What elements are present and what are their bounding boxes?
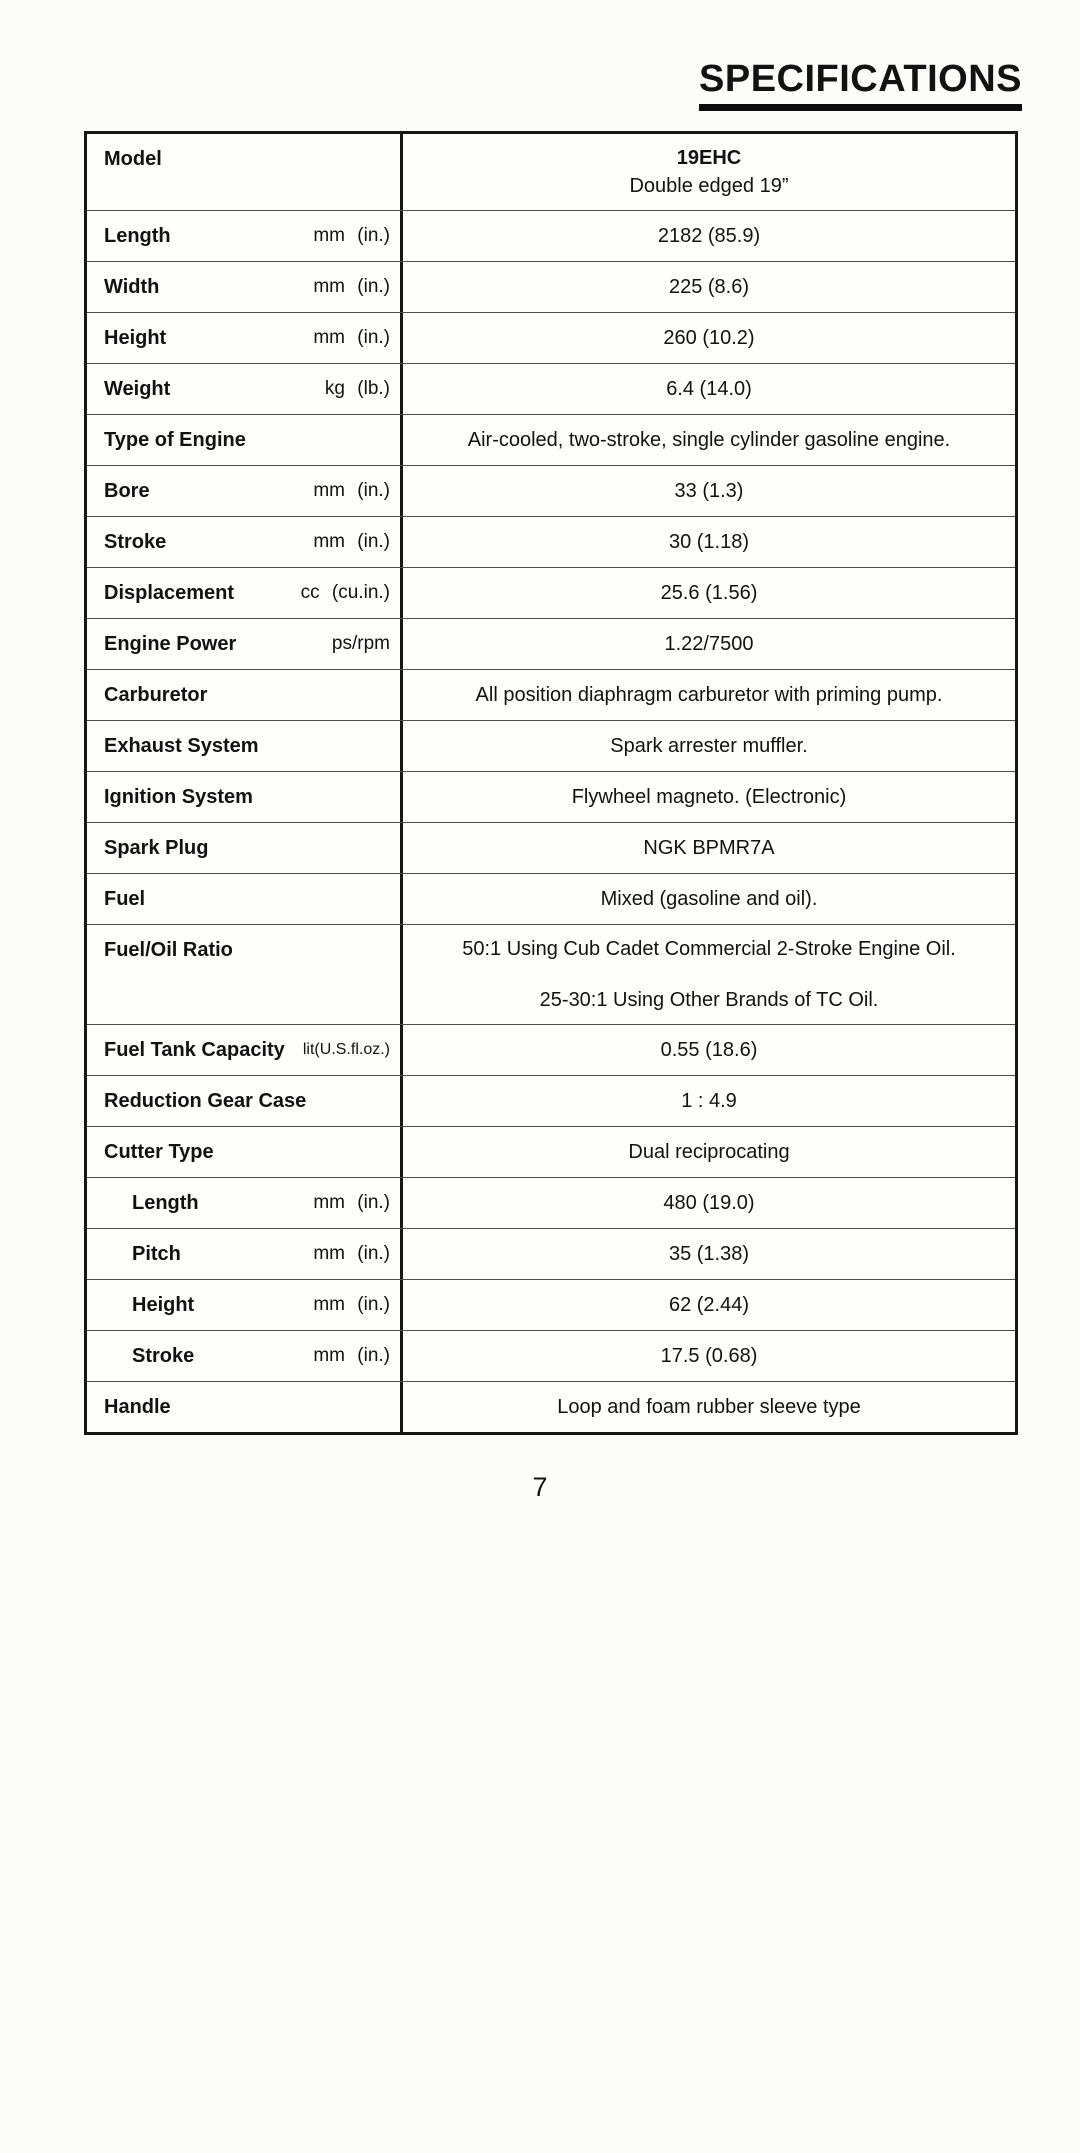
spec-label: Bore: [104, 480, 150, 502]
table-row: [87, 1177, 1015, 1228]
spec-value: 62 (2.44): [668, 1294, 750, 1316]
spec-units: mm (in.): [313, 531, 390, 552]
spec-value: 17.5 (0.68): [660, 1345, 758, 1367]
spec-value-cell: [403, 874, 1015, 924]
table-row: [87, 312, 1015, 363]
spec-value: 50:1 Using Cub Cadet Commercial 2-Stroke Engine Oil. 25-30:1 Using Other Brands of TC Oil.: [462, 938, 956, 1011]
spec-value: Mixed (gasoline and oil).: [600, 888, 818, 910]
spec-value: 33 (1.3): [674, 480, 744, 502]
spec-value: Flywheel magneto. (Electronic): [571, 786, 847, 808]
table-row: [87, 414, 1015, 465]
spec-label: Model: [104, 148, 162, 170]
spec-value-cell: [403, 134, 1015, 210]
spec-label-cell: [87, 313, 403, 363]
spec-label: Weight: [104, 378, 171, 400]
spec-value: Spark arrester muffler.: [610, 735, 808, 757]
spec-value-cell: [403, 670, 1015, 720]
spec-value-cell: [403, 466, 1015, 516]
spec-label-cell: [87, 517, 403, 567]
spec-label: Type of Engine: [104, 429, 246, 451]
spec-value-cell: [403, 313, 1015, 363]
spec-label: Height: [104, 327, 167, 349]
spec-value-cell: [403, 1382, 1015, 1432]
spec-value: 480 (19.0): [663, 1192, 755, 1214]
table-row: [87, 618, 1015, 669]
spec-value-cell: [403, 823, 1015, 873]
spec-value: Loop and foam rubber sleeve type: [557, 1396, 861, 1418]
spec-label: Ignition System: [104, 786, 253, 808]
table-row: [87, 1381, 1015, 1432]
spec-label-cell: [87, 721, 403, 771]
table-row: [87, 134, 1015, 210]
spec-value-cell: [403, 1280, 1015, 1330]
spec-units: mm (in.): [313, 480, 390, 501]
spec-label: Pitch: [132, 1243, 181, 1265]
spec-label: Fuel Tank Capacity: [104, 1039, 285, 1061]
table-row: [87, 210, 1015, 261]
spec-label-cell: [87, 364, 403, 414]
spec-label: Reduction Gear Case: [104, 1090, 307, 1112]
table-row: [87, 924, 1015, 1024]
spec-value-cell: [403, 721, 1015, 771]
spec-value-cell: [403, 1178, 1015, 1228]
table-row: [87, 516, 1015, 567]
table-row: [87, 363, 1015, 414]
spec-value: 6.4 (14.0): [666, 378, 752, 400]
table-row: [87, 261, 1015, 312]
spec-value-cell: [403, 619, 1015, 669]
spec-label: Cutter Type: [104, 1141, 214, 1163]
spec-units: kg (lb.): [324, 378, 390, 399]
specifications-table: [84, 131, 1018, 1435]
spec-label: Width: [104, 276, 160, 298]
table-row: [87, 720, 1015, 771]
table-row: [87, 1330, 1015, 1381]
spec-value: Air-cooled, two-stroke, single cylinder gasoline engine.: [467, 429, 951, 451]
spec-label: Carburetor: [104, 684, 208, 706]
spec-value-cell: [403, 415, 1015, 465]
table-row: [87, 1024, 1015, 1075]
spec-label-cell: [87, 925, 403, 1024]
spec-value-cell: [403, 1127, 1015, 1177]
spec-label: Fuel/Oil Ratio: [104, 939, 233, 961]
spec-label-cell: [87, 134, 403, 210]
spec-label-cell: [87, 1076, 403, 1126]
spec-value-cell: [403, 1025, 1015, 1075]
spec-units: mm (in.): [313, 327, 390, 348]
spec-label-cell: [87, 772, 403, 822]
spec-units: mm (in.): [313, 225, 390, 246]
spec-value: 225 (8.6): [668, 276, 750, 298]
table-row: [87, 822, 1015, 873]
spec-label: Fuel: [104, 888, 146, 910]
spec-label-cell: [87, 415, 403, 465]
spec-label: Height: [132, 1294, 195, 1316]
spec-value: 19EHC Double edged 19”: [629, 147, 789, 197]
spec-label-cell: [87, 670, 403, 720]
spec-value: 30 (1.18): [668, 531, 750, 553]
spec-value-cell: [403, 1076, 1015, 1126]
table-row: [87, 1228, 1015, 1279]
spec-label-cell: [87, 823, 403, 873]
spec-label: Stroke: [132, 1345, 195, 1367]
page-number: 7: [532, 1472, 548, 1502]
page-title: SPECIFICATIONS: [699, 58, 1022, 111]
spec-label-cell: [87, 1280, 403, 1330]
spec-label-cell: [87, 1127, 403, 1177]
spec-value-cell: [403, 1331, 1015, 1381]
spec-units: mm (in.): [313, 1294, 390, 1315]
spec-label-cell: [87, 1382, 403, 1432]
spec-units: lit(U.S.fl.oz.): [302, 1041, 390, 1058]
spec-value: 0.55 (18.6): [660, 1039, 758, 1061]
spec-value: NGK BPMR7A: [643, 837, 775, 859]
spec-units: mm (in.): [313, 1243, 390, 1264]
spec-units: ps/rpm: [331, 633, 390, 654]
spec-label: Handle: [104, 1396, 171, 1418]
table-row: [87, 1279, 1015, 1330]
spec-label-cell: [87, 466, 403, 516]
spec-value: 260 (10.2): [663, 327, 755, 349]
spec-value: 1.22/7500: [664, 633, 754, 655]
spec-label-cell: [87, 619, 403, 669]
spec-units: mm (in.): [313, 1345, 390, 1366]
spec-value-cell: [403, 517, 1015, 567]
spec-value-cell: [403, 925, 1015, 1024]
spec-value-cell: [403, 568, 1015, 618]
spec-label-cell: [87, 568, 403, 618]
spec-label: Stroke: [104, 531, 167, 553]
spec-units: cc (cu.in.): [300, 582, 390, 603]
spec-value: 1 : 4.9: [681, 1090, 737, 1112]
spec-label: Engine Power: [104, 633, 237, 655]
spec-units: mm (in.): [313, 276, 390, 297]
spec-label-cell: [87, 1025, 403, 1075]
spec-value-cell: [403, 211, 1015, 261]
spec-value: All position diaphragm carburetor with priming pump.: [475, 684, 943, 706]
table-row: [87, 771, 1015, 822]
table-row: [87, 567, 1015, 618]
spec-value: 35 (1.38): [668, 1243, 750, 1265]
spec-value-cell: [403, 364, 1015, 414]
table-row: [87, 465, 1015, 516]
spec-label: Displacement: [104, 582, 235, 604]
spec-units: mm (in.): [313, 1192, 390, 1213]
spec-table-body: [87, 134, 1015, 1432]
spec-label: Spark Plug: [104, 837, 209, 859]
spec-value: 25.6 (1.56): [660, 582, 758, 604]
spec-label-cell: [87, 262, 403, 312]
table-row: [87, 669, 1015, 720]
spec-label: Length: [132, 1192, 199, 1214]
spec-label-cell: [87, 874, 403, 924]
spec-label-cell: [87, 1178, 403, 1228]
spec-value-cell: [403, 772, 1015, 822]
table-row: [87, 1126, 1015, 1177]
spec-value-cell: [403, 262, 1015, 312]
spec-label-cell: [87, 211, 403, 261]
spec-value: 2182 (85.9): [657, 225, 761, 247]
spec-label: Length: [104, 225, 171, 247]
table-row: [87, 873, 1015, 924]
spec-value-cell: [403, 1229, 1015, 1279]
spec-label: Exhaust System: [104, 735, 259, 757]
spec-value: Dual reciprocating: [628, 1141, 790, 1163]
spec-label-cell: [87, 1229, 403, 1279]
table-row: [87, 1075, 1015, 1126]
spec-label-cell: [87, 1331, 403, 1381]
